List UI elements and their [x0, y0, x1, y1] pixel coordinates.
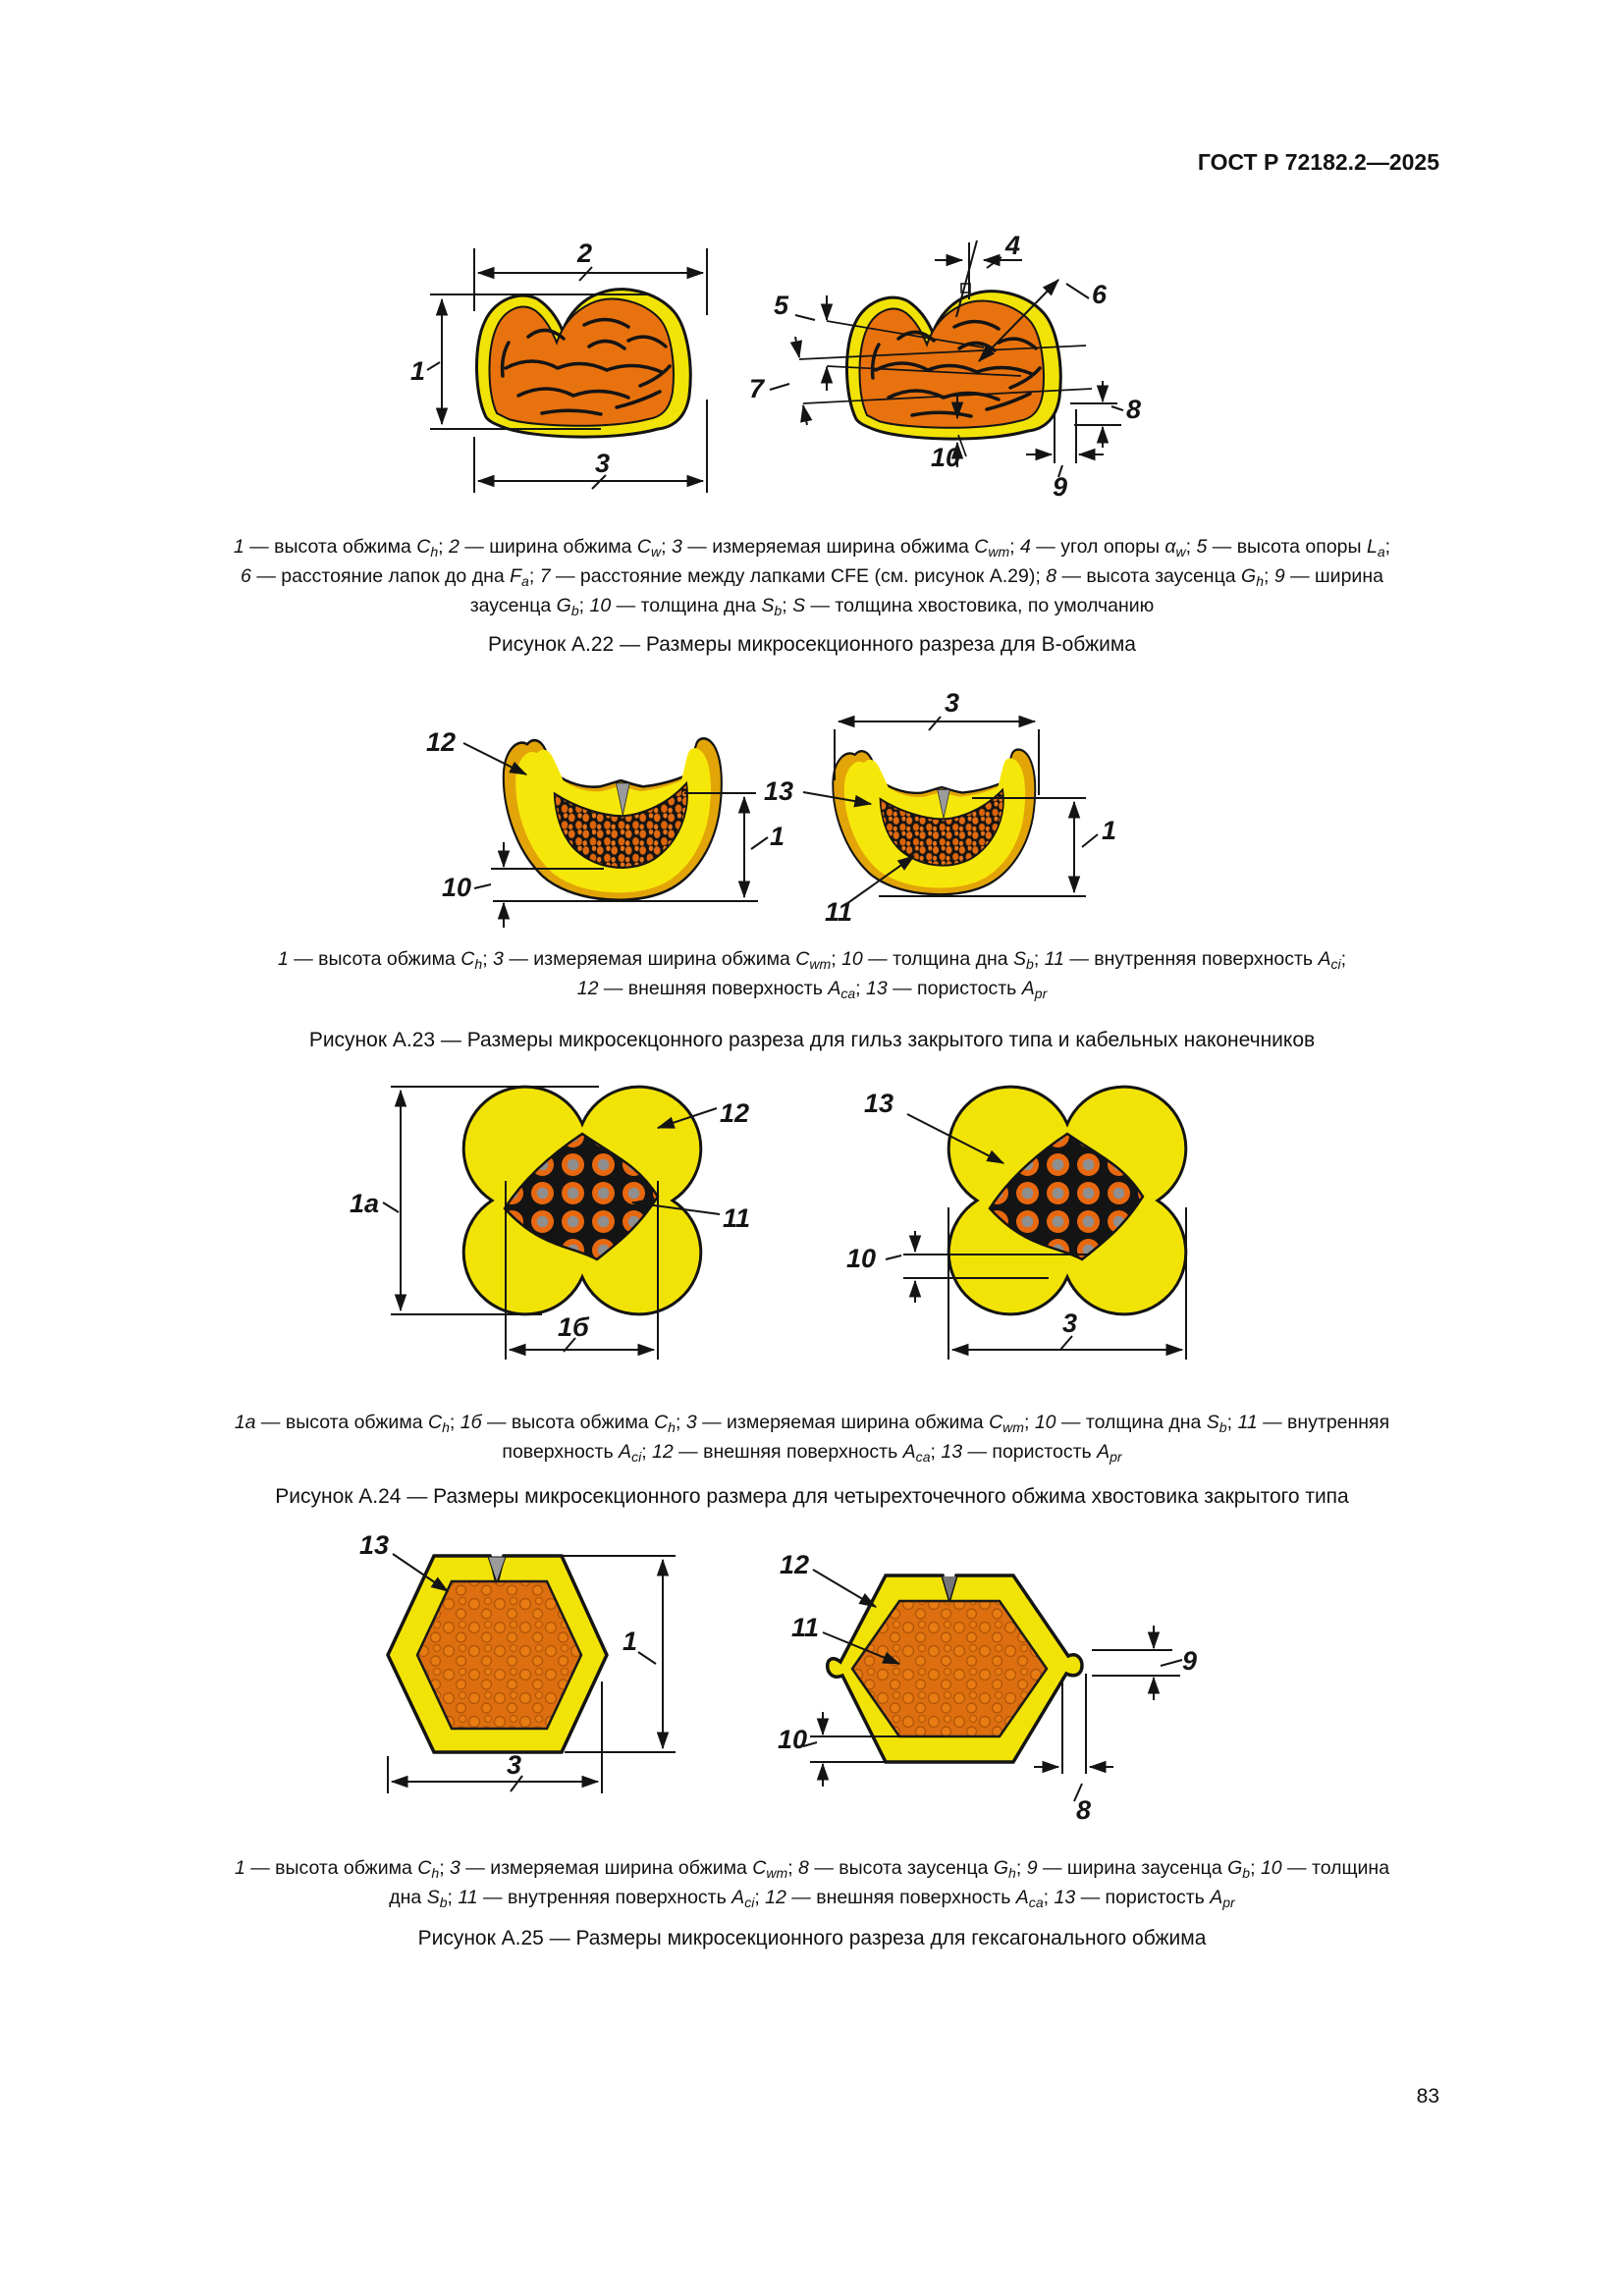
standard-header: ГОСТ Р 72182.2—2025	[1197, 149, 1439, 175]
dim-label-4: 4	[1005, 231, 1021, 260]
dim-label-2: 2	[577, 239, 593, 268]
dim-label-11: 11	[723, 1203, 751, 1233]
figure-a24-title: Рисунок А.24 — Размеры микросекционного размера для четырехточечного обжима хвостовика закрытого типа	[275, 1485, 1349, 1508]
caption-line: заусенца $G_b$; 10 — толщина дна $S_b$; S — толщина хвостовика, по умолчанию	[469, 595, 1155, 618]
four-point-crimp-right	[948, 1087, 1186, 1314]
dim-label-11: 11	[825, 897, 853, 927]
dim-label-1: 1	[410, 356, 426, 386]
hex-crimp-left	[388, 1556, 607, 1752]
figure-a24-caption	[79, 1408, 1545, 1467]
dim-label-11: 11	[791, 1613, 820, 1642]
dim-label-5: 5	[774, 291, 789, 320]
hex-crimp-right	[828, 1575, 1082, 1762]
wire-bundle	[417, 1581, 581, 1729]
figure-a22-caption	[79, 532, 1545, 620]
dim-label-13: 13	[359, 1530, 390, 1560]
caption-line: поверхность $A_{ci}$; 12 — внешняя поверхность $A_{ca}$; 13 — пористость $A_{pr}$	[502, 1441, 1122, 1465]
dim-label-10: 10	[846, 1244, 877, 1273]
figure-a22-drawing	[383, 221, 1168, 545]
figure-a22-title: Рисунок А.22 — Размеры микросекционного разреза для В-обжима	[488, 633, 1136, 656]
figure-a25-title: Рисунок А.25 — Размеры микросекционного разреза для гексагонального обжима	[417, 1927, 1207, 1949]
dim-label-1: 1	[770, 822, 785, 851]
b-crimp-shape	[476, 290, 690, 437]
dim-label-10: 10	[442, 873, 472, 902]
figure-a25-drawing	[314, 1526, 1286, 1860]
dim-label-8: 8	[1076, 1795, 1092, 1825]
dim-label-6: 6	[1092, 280, 1108, 309]
dim-label-12: 12	[780, 1550, 810, 1579]
dim-label-1: 1	[623, 1627, 638, 1656]
dim-label-13: 13	[764, 776, 794, 806]
figure-a25-caption	[79, 1853, 1545, 1912]
closed-sleeve-left	[504, 738, 722, 900]
dim-label-3: 3	[595, 449, 611, 478]
caption-line: 6 — расстояние лапок до дна $F_a$; 7 — расстояние между лапками CFE (см. рисунок А.29); 8 — высота заусенца $G_h$; 9 — ширина	[241, 565, 1383, 589]
figure-a24-drawing	[314, 1065, 1306, 1404]
closed-sleeve-right	[833, 750, 1035, 895]
dim-label-3: 3	[945, 688, 960, 718]
dim-label-7: 7	[749, 374, 765, 403]
dim-label-9: 9	[1182, 1646, 1198, 1676]
figure-a23-title: Рисунок А.23 — Размеры микросекцонного разреза для гильз закрытого типа и кабельных наконечников	[308, 1029, 1316, 1051]
caption-line: 1 — высота обжима $C_h$; 2 — ширина обжима $C_w$; 3 — измеряемая ширина обжима $C_{wm}$; 4 — угол опоры $\alpha_w$; 5 — высота опоры $L_a$;	[233, 536, 1391, 560]
four-point-crimp-left	[463, 1087, 701, 1314]
dim-label-9: 9	[1053, 472, 1068, 502]
dim-label-12: 12	[720, 1098, 750, 1128]
caption-line: 1 — высота обжима $C_h$; 3 — измеряемая ширина обжима $C_{wm}$; 8 — высота заусенца $G_h$; 9 — ширина заусенца $G_b$; 10 — толщина	[234, 1857, 1390, 1881]
figure-a23-drawing	[383, 682, 1257, 952]
dim-label-3: 3	[1062, 1308, 1078, 1338]
dim-label-8: 8	[1126, 395, 1142, 424]
caption-line: 1а — высота обжима $C_h$; 1б — высота обжима $C_h$; 3 — измеряемая ширина обжима $C_{wm}$; 10 — толщина дна $S_b$; 11 — внутренняя	[234, 1412, 1390, 1435]
caption-line: дна $S_b$; 11 — внутренняя поверхность $A_{ci}$; 12 — внешняя поверхность $A_{ca}$; 13 — пористость $A_{pr}$	[389, 1887, 1235, 1910]
figure-a23-caption	[79, 944, 1545, 1003]
dim-label-10: 10	[778, 1725, 808, 1754]
dim-label-1b: 1б	[558, 1312, 589, 1342]
dim-label-1a: 1а	[350, 1189, 380, 1218]
dim-label-13: 13	[864, 1089, 894, 1118]
dim-label-12: 12	[426, 727, 457, 757]
page-number: 83	[1416, 2085, 1439, 2108]
dim-label-10: 10	[931, 443, 961, 472]
caption-line: 12 — внешняя поверхность $A_{ca}$; 13 — пористость $A_{pr}$	[576, 978, 1048, 1001]
caption-line: 1 — высота обжима $C_h$; 3 — измеряемая ширина обжима $C_{wm}$; 10 — толщина дна $S_b$; 11 — внутренняя поверхность $A_{ci}$;	[277, 948, 1347, 972]
dim-label-1b: 1	[1102, 816, 1117, 845]
dim-label-3: 3	[507, 1750, 522, 1780]
